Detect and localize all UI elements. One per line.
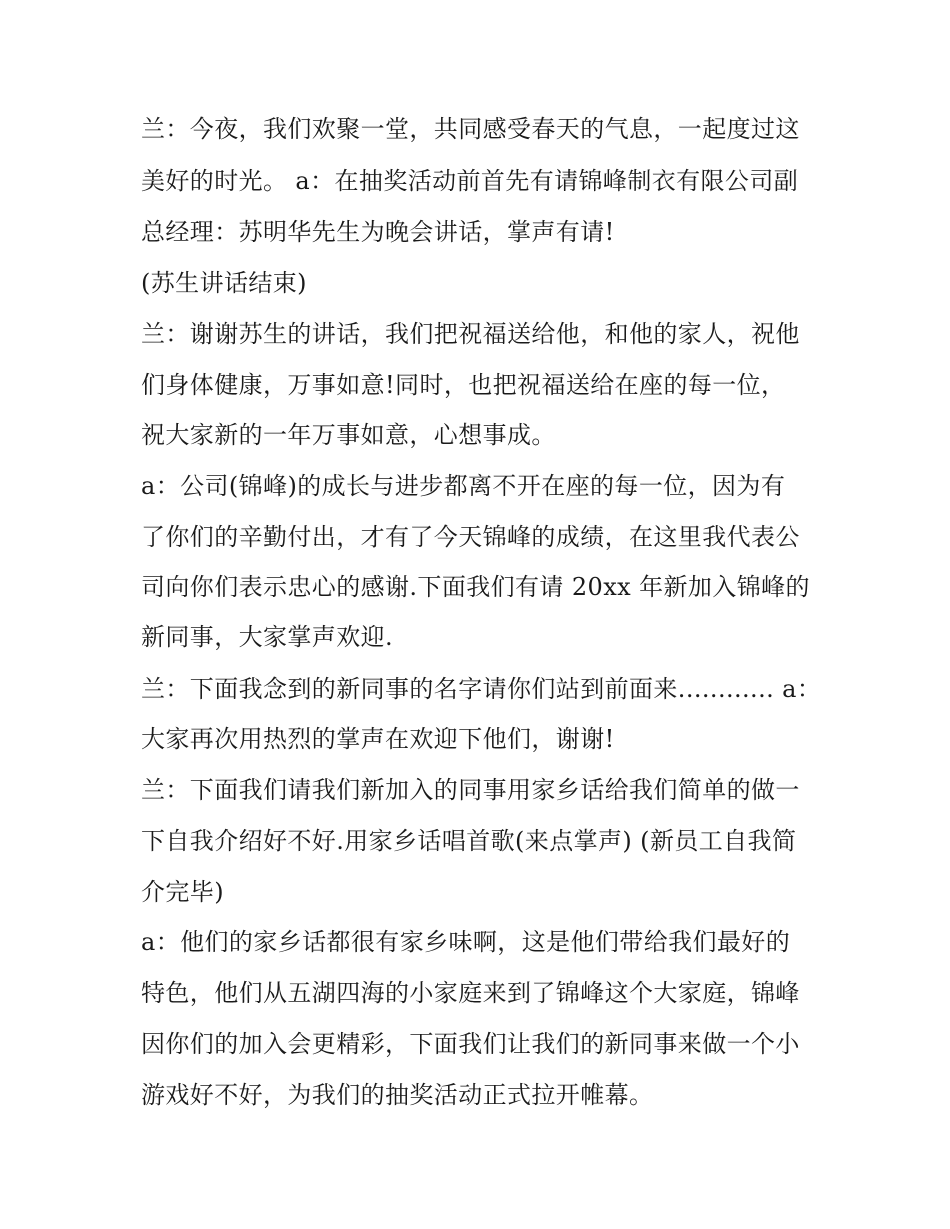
text-line: 兰：下面我们请我们新加入的同事用家乡话给我们简单的做一 (141, 776, 800, 804)
text-line: 司向你们表示忠心的感谢.下面我们有请 20xx 年新加入锦峰的 (141, 573, 810, 601)
text-line: 们身体健康，万事如意!同时，也把祝福送给在座的每一位， (141, 371, 786, 399)
text-line: 游戏好不好，为我们的抽奖活动正式拉开帷幕。 (141, 1081, 654, 1109)
text-line: 总经理：苏明华先生为晚会讲话，掌声有请! (141, 218, 615, 246)
text-line: 祝大家新的一年万事如意，心想事成。 (141, 421, 556, 449)
text-line: 下自我介绍好不好.用家乡话唱首歌(来点掌声) (新员工自我简 (141, 827, 797, 855)
text-line: 兰：下面我念到的新同事的名字请你们站到前面来............ a： (141, 675, 822, 703)
text-line: 了你们的辛勤付出，才有了今天锦峰的成绩，在这里我代表公 (141, 523, 800, 551)
text-line: a：公司(锦峰)的成长与进步都离不开在座的每一位，因为有 (141, 472, 786, 500)
text-line: 新同事，大家掌声欢迎. (141, 623, 394, 651)
text-line: a：他们的家乡话都很有家乡味啊，这是他们带给我们最好的 (141, 928, 791, 956)
text-line: 因你们的加入会更精彩，下面我们让我们的新同事来做一个小 (141, 1030, 800, 1058)
text-line: 特色，他们从五湖四海的小家庭来到了锦峰这个大家庭，锦峰 (141, 979, 800, 1007)
text-line: (苏生讲话结束) (141, 269, 307, 297)
text-line: 介完毕) (141, 878, 224, 906)
text-line: 兰：今夜，我们欢聚一堂，共同感受春天的气息，一起度过这 (141, 115, 800, 143)
text-line: 兰：谢谢苏生的讲话，我们把祝福送给他，和他的家人，祝他 (141, 320, 800, 348)
text-line: 美好的时光。 a：在抽奖活动前首先有请锦峰制衣有限公司副 (141, 167, 799, 195)
text-line: 大家再次用热烈的掌声在欢迎下他们，谢谢! (141, 725, 615, 753)
